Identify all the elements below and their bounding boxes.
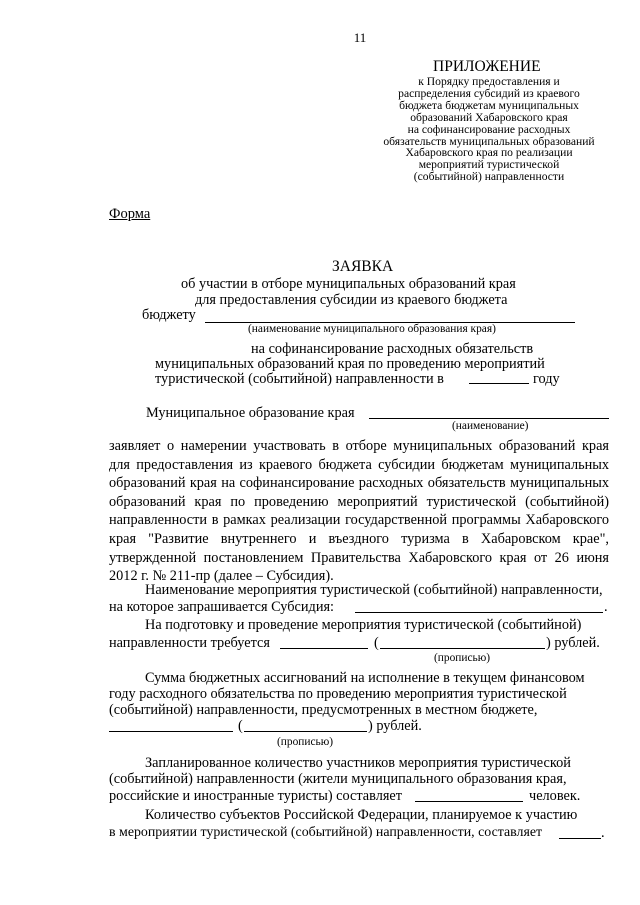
declaration-paragraph: заявляет о намерении участвовать в отборе муниципальных образований края для предоставления из краевого бюджета субсидии бюджетам муниципальных образований края на софинансирование расходных обязательств муниципальных образований края по проведению мероприятий туристической (событийной) направленности в рамках реализации государственной программы Хабаровского края "Развитие внутреннего и въездного туризма в Хабаровском крае", утвержденной постановлением Правительства Хабаровского края от 26 июня 2012 г. № 211-пр (далее – Субсидия). <box>109 438 609 585</box>
subjects-prefix: в мероприятии туристической (событийной) направленности, составляет <box>109 825 543 840</box>
subjects-count-field[interactable] <box>559 838 601 839</box>
required-paren: ( <box>374 635 379 651</box>
mo-name-field[interactable] <box>369 418 609 419</box>
required-prefix: направленности требуется <box>109 635 270 651</box>
participants-count-field[interactable] <box>415 801 523 802</box>
event-name-prefix: на которое запрашивается Субсидия: <box>109 599 335 615</box>
event-name-field[interactable] <box>355 612 603 613</box>
required-suffix: ) рублей. <box>546 635 600 651</box>
budget-sum-amount-field[interactable] <box>109 731 233 732</box>
budget-sum-suffix: ) рублей. <box>368 718 422 734</box>
subtitle-line: об участии в отборе муниципальных образований края <box>181 276 516 292</box>
participants-suffix: человек. <box>529 788 581 804</box>
participants-line: Запланированное количество участников мероприятия туристической <box>145 755 571 771</box>
appendix-subtitle <box>378 76 600 183</box>
participants-line: (событийной) направленности (жители муниципального образования края, <box>109 771 567 787</box>
budget-sum-words-field[interactable] <box>244 731 367 732</box>
purpose-line: туристической (событийной) направленности в <box>155 371 444 387</box>
appendix-line: бюджета бюджетам муниципальных <box>399 98 579 112</box>
event-name-line: Наименование мероприятия туристической (событийной) направленности, <box>145 582 603 598</box>
appendix-line: распределения субсидий из краевого <box>398 86 580 100</box>
budget-sum-line: Сумма бюджетных ассигнований на исполнение в текущем финансовом <box>145 670 585 686</box>
mo-caption: (наименование) <box>452 420 529 432</box>
budget-sum-line: (событийной) направленности, предусмотренных в местном бюджете, <box>109 702 538 718</box>
page-number: 11 <box>353 30 367 45</box>
event-name-suffix: . <box>604 599 608 615</box>
appendix-line: (событийной) направленности <box>413 170 565 184</box>
appendix-line: обязательств муниципальных образований <box>383 134 595 148</box>
subtitle-line: для предоставления субсидии из краевого бюджета <box>195 292 508 308</box>
form-label: Форма <box>109 206 151 222</box>
budget-prefix: бюджету <box>142 307 196 323</box>
participants-prefix: российские и иностранные туристы) составляет <box>109 788 403 804</box>
appendix-title: ПРИЛОЖЕНИЕ <box>433 58 541 75</box>
appendix-line: образований Хабаровского края <box>410 110 568 124</box>
required-amount-field[interactable] <box>280 648 368 649</box>
required-words-field[interactable] <box>380 648 545 649</box>
purpose-line: на софинансирование расходных обязательств <box>251 341 534 357</box>
mo-label: Муниципальное образование края <box>146 405 355 421</box>
required-line: На подготовку и проведение мероприятия туристической (событийной) <box>145 617 582 633</box>
budget-sum-line: году расходного обязательства по проведению мероприятия туристической <box>109 686 567 702</box>
purpose-year-word: году <box>533 371 560 387</box>
budget-sum-paren: ( <box>238 718 243 734</box>
subjects-line: Количество субъектов Российской Федерации, планируемое к участию <box>145 807 578 823</box>
appendix-line: Хабаровского края по реализации <box>405 146 573 160</box>
purpose-line: муниципальных образований края по проведению мероприятий <box>155 356 545 372</box>
budget-sum-caption: (прописью) <box>277 736 334 748</box>
appendix-line: мероприятий туристической <box>418 158 560 172</box>
appendix-line: к Порядку предоставления и <box>418 75 560 88</box>
subjects-suffix: . <box>601 825 605 841</box>
budget-caption: (наименование муниципального образования края) <box>248 323 496 335</box>
year-field[interactable] <box>469 383 529 384</box>
required-caption: (прописью) <box>434 652 491 664</box>
document-title: ЗАЯВКА <box>332 258 394 275</box>
appendix-line: на софинансирование расходных <box>407 122 571 136</box>
